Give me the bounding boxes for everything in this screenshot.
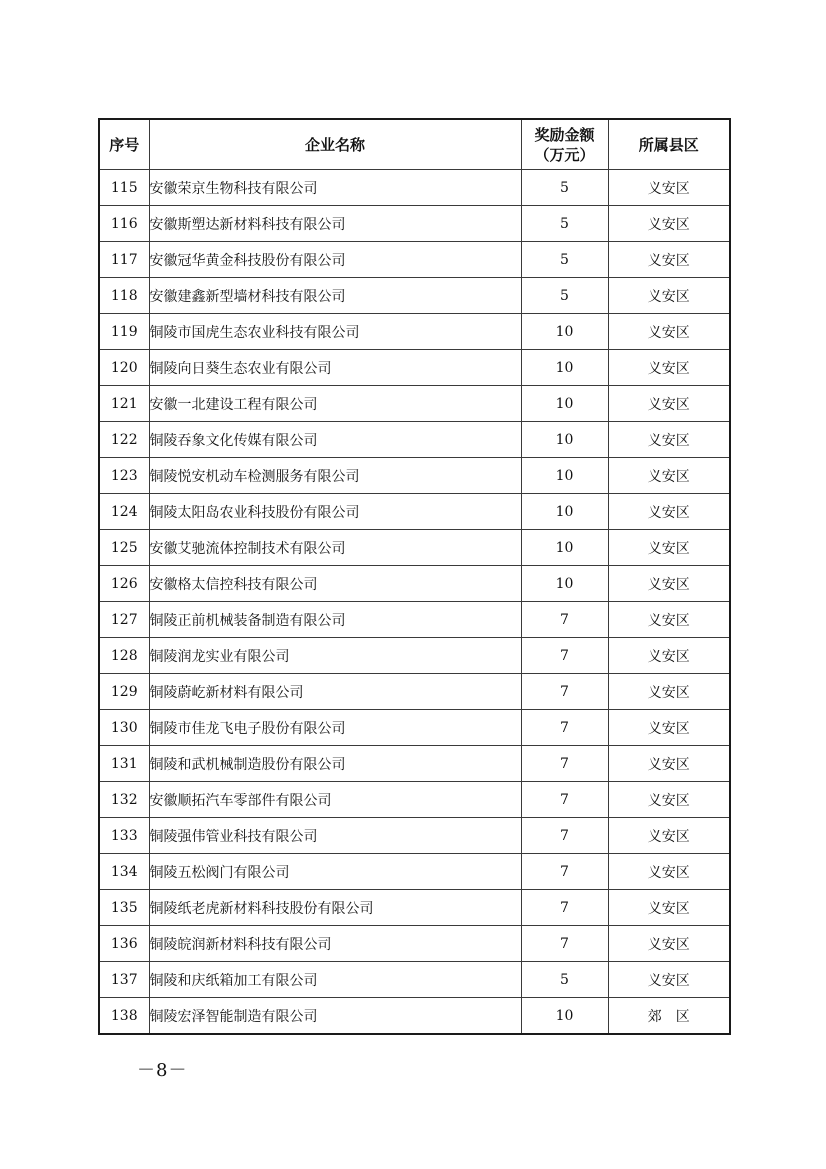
serial-number-cell: 130 xyxy=(99,710,149,746)
serial-number-cell: 121 xyxy=(99,386,149,422)
company-name-cell: 铜陵悦安机动车检测服务有限公司 xyxy=(149,458,521,494)
table-row xyxy=(99,242,730,278)
district-cell: 义安区 xyxy=(608,386,730,422)
district-cell: 义安区 xyxy=(608,710,730,746)
award-amount-cell: 10 xyxy=(521,998,608,1035)
serial-number-cell: 118 xyxy=(99,278,149,314)
serial-number-cell: 137 xyxy=(99,962,149,998)
award-amount-cell: 5 xyxy=(521,170,608,206)
award-amount-cell: 7 xyxy=(521,854,608,890)
company-name-cell: 安徽一北建设工程有限公司 xyxy=(149,386,521,422)
company-name-cell: 铜陵纸老虎新材料科技股份有限公司 xyxy=(149,890,521,926)
table-row xyxy=(99,206,730,242)
company-name-cell: 安徽建鑫新型墙材科技有限公司 xyxy=(149,278,521,314)
award-amount-cell: 7 xyxy=(521,926,608,962)
company-name-cell: 铜陵蔚屹新材料有限公司 xyxy=(149,674,521,710)
serial-number-cell: 126 xyxy=(99,566,149,602)
award-amount-cell: 7 xyxy=(521,674,608,710)
company-name-cell: 铜陵吞象文化传媒有限公司 xyxy=(149,422,521,458)
award-amount-cell: 5 xyxy=(521,962,608,998)
header-district: 所属县区 xyxy=(608,119,730,170)
district-cell: 义安区 xyxy=(608,638,730,674)
table-row xyxy=(99,422,730,458)
serial-number-cell: 136 xyxy=(99,926,149,962)
award-amount-cell: 7 xyxy=(521,602,608,638)
company-name-cell: 安徽艾驰流体控制技术有限公司 xyxy=(149,530,521,566)
district-cell: 义安区 xyxy=(608,602,730,638)
award-amount-cell: 7 xyxy=(521,746,608,782)
district-cell: 义安区 xyxy=(608,926,730,962)
award-amount-cell: 7 xyxy=(521,890,608,926)
company-name-cell: 安徽格太信控科技有限公司 xyxy=(149,566,521,602)
table-header xyxy=(99,119,730,170)
table-row xyxy=(99,998,730,1035)
company-name-cell: 铜陵五松阀门有限公司 xyxy=(149,854,521,890)
serial-number-cell: 120 xyxy=(99,350,149,386)
header-row xyxy=(99,119,730,170)
serial-number-cell: 122 xyxy=(99,422,149,458)
table-row xyxy=(99,926,730,962)
serial-number-cell: 125 xyxy=(99,530,149,566)
table-row xyxy=(99,710,730,746)
company-name-cell: 铜陵宏泽智能制造有限公司 xyxy=(149,998,521,1035)
table-row xyxy=(99,962,730,998)
table-row xyxy=(99,890,730,926)
district-cell: 义安区 xyxy=(608,206,730,242)
table-row xyxy=(99,170,730,206)
award-amount-cell: 5 xyxy=(521,242,608,278)
company-name-cell: 铜陵市佳龙飞电子股份有限公司 xyxy=(149,710,521,746)
table-row xyxy=(99,638,730,674)
serial-number-cell: 135 xyxy=(99,890,149,926)
award-amount-cell: 10 xyxy=(521,458,608,494)
district-cell: 义安区 xyxy=(608,746,730,782)
serial-number-cell: 127 xyxy=(99,602,149,638)
company-name-cell: 铜陵向日葵生态农业有限公司 xyxy=(149,350,521,386)
award-table xyxy=(98,118,731,1035)
company-name-cell: 安徽顺拓汽车零部件有限公司 xyxy=(149,782,521,818)
district-cell: 义安区 xyxy=(608,422,730,458)
award-amount-cell: 7 xyxy=(521,818,608,854)
district-cell: 义安区 xyxy=(608,782,730,818)
award-amount-cell: 5 xyxy=(521,206,608,242)
district-cell: 义安区 xyxy=(608,674,730,710)
award-amount-cell: 10 xyxy=(521,350,608,386)
page-number: －8－ xyxy=(137,1060,188,1081)
header-award-amount xyxy=(521,119,608,170)
company-name-cell: 安徽荣京生物科技有限公司 xyxy=(149,170,521,206)
serial-number-cell: 116 xyxy=(99,206,149,242)
company-name-cell: 铜陵强伟管业科技有限公司 xyxy=(149,818,521,854)
table-row xyxy=(99,782,730,818)
award-amount-cell: 10 xyxy=(521,566,608,602)
header-award-amount-line2: （万元） xyxy=(534,145,595,164)
company-name-cell: 铜陵皖润新材料科技有限公司 xyxy=(149,926,521,962)
award-amount-cell: 10 xyxy=(521,422,608,458)
serial-number-cell: 115 xyxy=(99,170,149,206)
company-name-cell: 铜陵太阳岛农业科技股份有限公司 xyxy=(149,494,521,530)
serial-number-cell: 119 xyxy=(99,314,149,350)
company-name-cell: 铜陵和武机械制造股份有限公司 xyxy=(149,746,521,782)
award-amount-cell: 7 xyxy=(521,782,608,818)
district-cell: 义安区 xyxy=(608,890,730,926)
serial-number-cell: 128 xyxy=(99,638,149,674)
district-cell: 义安区 xyxy=(608,170,730,206)
table-row xyxy=(99,566,730,602)
district-cell: 义安区 xyxy=(608,854,730,890)
award-amount-cell: 10 xyxy=(521,494,608,530)
header-company-name: 企业名称 xyxy=(149,119,521,170)
header-award-amount-line1: 奖励金额 xyxy=(534,125,595,144)
district-cell: 郊 区 xyxy=(608,998,730,1035)
table-row xyxy=(99,854,730,890)
table-row xyxy=(99,602,730,638)
table-row xyxy=(99,818,730,854)
serial-number-cell: 134 xyxy=(99,854,149,890)
company-name-cell: 铜陵润龙实业有限公司 xyxy=(149,638,521,674)
table-row xyxy=(99,746,730,782)
company-name-cell: 铜陵和庆纸箱加工有限公司 xyxy=(149,962,521,998)
district-cell: 义安区 xyxy=(608,530,730,566)
district-cell: 义安区 xyxy=(608,962,730,998)
table-row xyxy=(99,314,730,350)
table-row xyxy=(99,458,730,494)
district-cell: 义安区 xyxy=(608,314,730,350)
serial-number-cell: 117 xyxy=(99,242,149,278)
award-amount-cell: 5 xyxy=(521,278,608,314)
serial-number-cell: 132 xyxy=(99,782,149,818)
table-row xyxy=(99,674,730,710)
table-row xyxy=(99,386,730,422)
company-name-cell: 安徽斯塑达新材料科技有限公司 xyxy=(149,206,521,242)
company-name-cell: 安徽冠华黄金科技股份有限公司 xyxy=(149,242,521,278)
district-cell: 义安区 xyxy=(608,494,730,530)
table-row xyxy=(99,350,730,386)
table-row xyxy=(99,278,730,314)
award-amount-cell: 7 xyxy=(521,638,608,674)
district-cell: 义安区 xyxy=(608,242,730,278)
table-body xyxy=(99,170,730,1035)
table-row xyxy=(99,530,730,566)
district-cell: 义安区 xyxy=(608,458,730,494)
district-cell: 义安区 xyxy=(608,566,730,602)
table-row xyxy=(99,494,730,530)
serial-number-cell: 131 xyxy=(99,746,149,782)
district-cell: 义安区 xyxy=(608,818,730,854)
award-amount-cell: 10 xyxy=(521,386,608,422)
serial-number-cell: 124 xyxy=(99,494,149,530)
serial-number-cell: 129 xyxy=(99,674,149,710)
award-amount-cell: 10 xyxy=(521,314,608,350)
award-amount-cell: 10 xyxy=(521,530,608,566)
district-cell: 义安区 xyxy=(608,278,730,314)
company-name-cell: 铜陵正前机械装备制造有限公司 xyxy=(149,602,521,638)
serial-number-cell: 138 xyxy=(99,998,149,1035)
award-amount-cell: 7 xyxy=(521,710,608,746)
header-serial-number: 序号 xyxy=(99,119,149,170)
company-name-cell: 铜陵市国虎生态农业科技有限公司 xyxy=(149,314,521,350)
district-cell: 义安区 xyxy=(608,350,730,386)
serial-number-cell: 133 xyxy=(99,818,149,854)
serial-number-cell: 123 xyxy=(99,458,149,494)
